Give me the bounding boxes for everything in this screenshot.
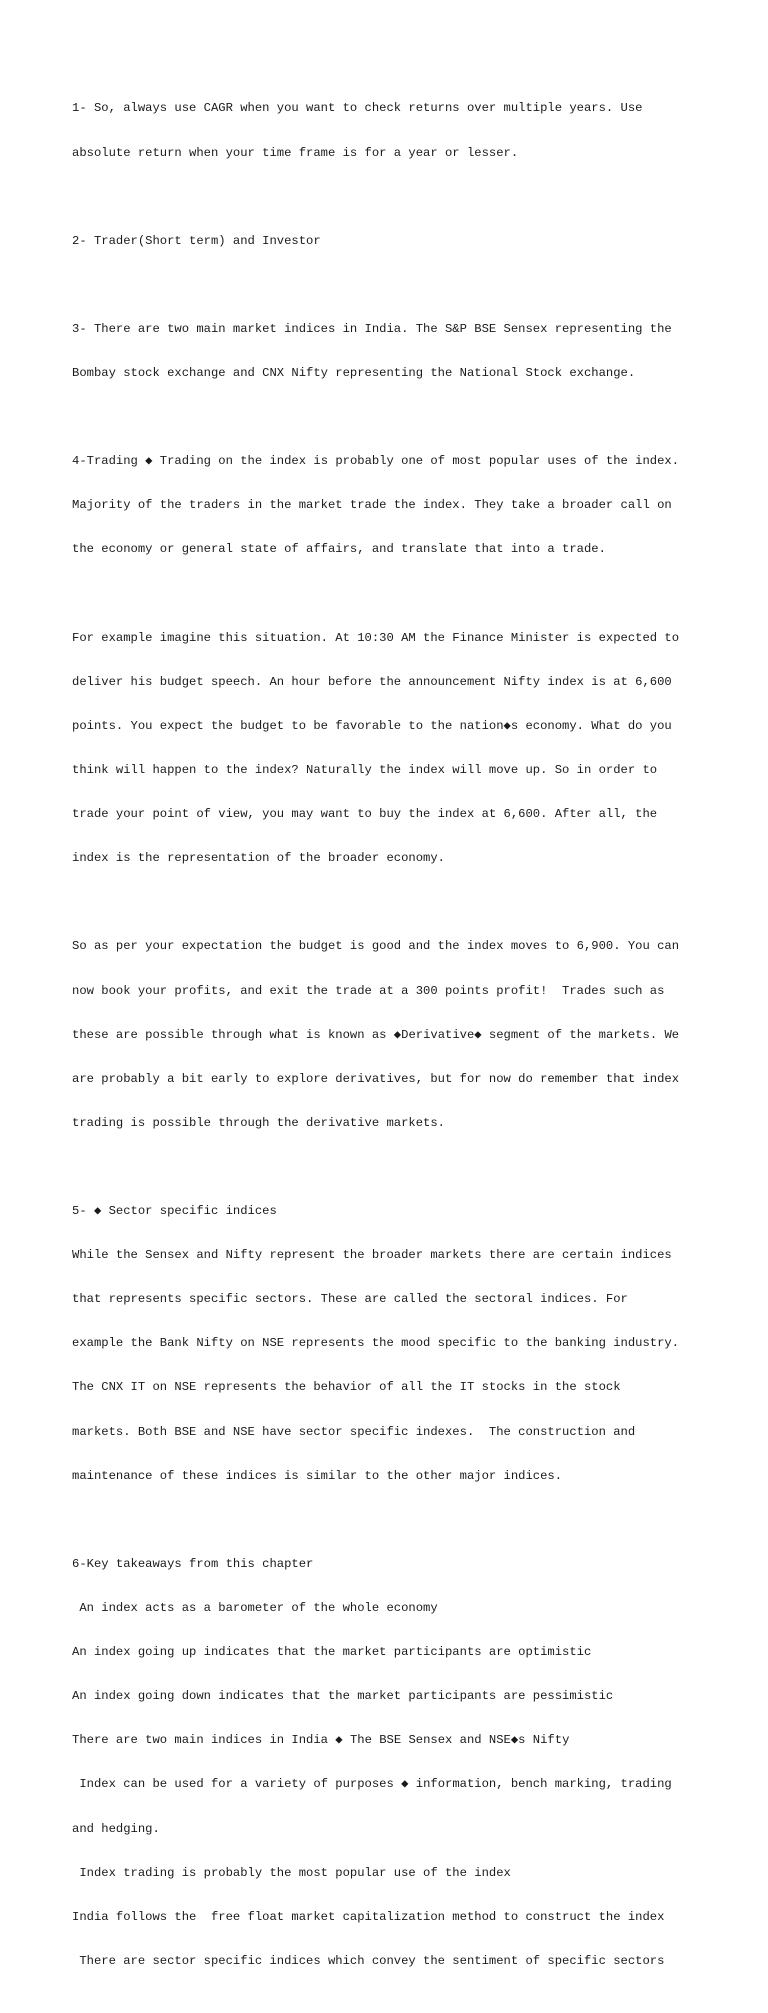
takeaway-line: Index can be used for a variety of purposes ◆ information, bench marking, trading [72,1777,672,1792]
section-heading: 5- ◆ Sector specific indices [72,1204,277,1219]
paragraph-example [72,601,732,895]
paragraph-main-indices [72,293,732,411]
text-line: that represents specific sectors. These are called the sectoral indices. For [72,1292,628,1307]
paragraph-sector-indices [72,1175,732,1513]
text-line: deliver his budget speech. An hour before the announcement Nifty index is at 6,600 [72,674,672,689]
text-line: While the Sensex and Nifty represent the broader markets there are certain indices [72,1248,672,1263]
text-line: absolute return when your time frame is for a year or lesser. [72,145,519,160]
text-line: trading is possible through the derivative markets. [72,1115,445,1130]
takeaway-line: Index trading is probably the most popular use of the index [72,1865,511,1880]
text-line: now book your profits, and exit the trade at a 300 points profit! Trades such as [72,983,665,998]
paragraph-key-takeaways [72,1528,732,1999]
text-line: index is the representation of the broader economy. [72,851,445,866]
text-line: maintenance of these indices is similar to the other major indices. [72,1468,563,1483]
takeaway-line: An index acts as a barometer of the whole economy [72,1601,438,1616]
text-line: 3- There are two main market indices in India. The S&P BSE Sensex representing the [72,321,672,336]
takeaway-line: An index going down indicates that the market participants are pessimistic [72,1689,614,1704]
text-line: 1- So, always use CAGR when you want to check returns over multiple years. Use [72,101,643,116]
takeaway-line: There are sector specific indices which convey the sentiment of specific sectors [72,1953,665,1968]
text-line: For example imagine this situation. At 10:30 AM the Finance Minister is expected to [72,630,680,645]
text-line: Bombay stock exchange and CNX Nifty representing the National Stock exchange. [72,366,636,381]
paragraph-trading [72,425,732,587]
takeaway-line: India follows the free float market capitalization method to construct the index [72,1909,665,1924]
text-line: these are possible through what is known as ◆Derivative◆ segment of the markets. We [72,1027,680,1042]
text-line: think will happen to the index? Naturally the index will move up. So in order to [72,762,658,777]
text-line: points. You expect the budget to be favorable to the nation◆s economy. What do you [72,718,672,733]
section-heading: 6-Key takeaways from this chapter [72,1556,314,1571]
takeaway-line: There are two main indices in India ◆ The BSE Sensex and NSE◆s Nifty [72,1733,570,1748]
text-line: So as per your expectation the budget is good and the index moves to 6,900. You can [72,939,680,954]
text-line: example the Bank Nifty on NSE represents the mood specific to the banking industry. [72,1336,680,1351]
text-line: 4-Trading ◆ Trading on the index is probably one of most popular uses of the index. [72,454,680,469]
text-line: are probably a bit early to explore derivatives, but for now do remember that index [72,1071,680,1086]
text-line: markets. Both BSE and NSE have sector specific indexes. The construction and [72,1424,636,1439]
takeaway-line: An index going up indicates that the market participants are optimistic [72,1645,592,1660]
takeaway-line: and hedging. [72,1821,160,1836]
paragraph-cagr [72,72,732,190]
paragraph-budget-outcome [72,910,732,1160]
text-line: Majority of the traders in the market trade the index. They take a broader call on [72,498,672,513]
text-line: The CNX IT on NSE represents the behavior of all the IT stocks in the stock [72,1380,621,1395]
text-line: the economy or general state of affairs, and translate that into a trade. [72,542,606,557]
text-line: trade your point of view, you may want to buy the index at 6,600. After all, the [72,807,658,822]
paragraph-trader-investor [72,204,732,278]
text-line: 2- Trader(Short term) and Investor [72,233,321,248]
document-page [72,72,732,2013]
